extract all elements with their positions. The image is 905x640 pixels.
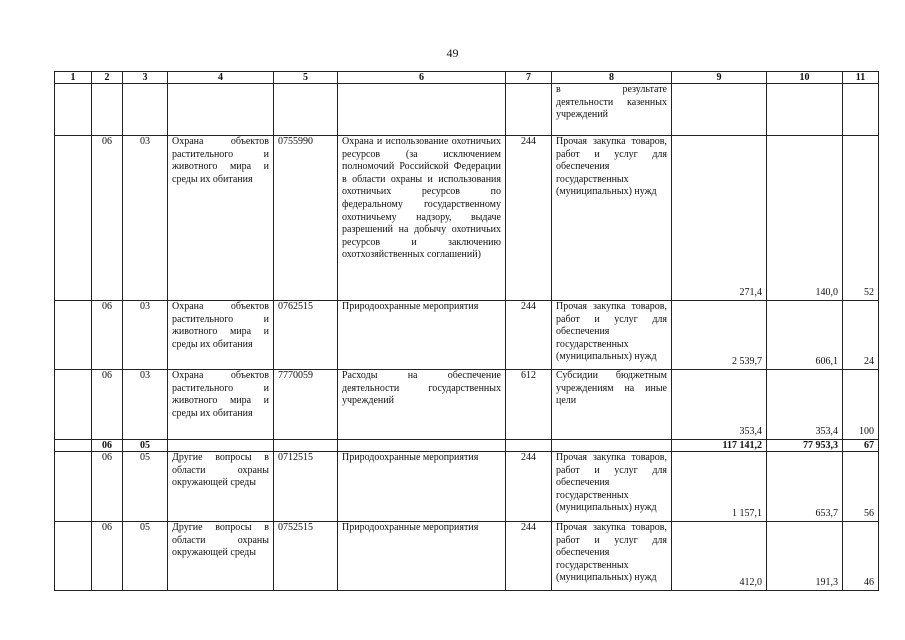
cell-subsection: 05 (123, 440, 168, 452)
cell-section: 06 (92, 301, 123, 370)
budget-table (54, 71, 879, 591)
table-row (55, 136, 879, 301)
page-number: 49 (446, 46, 459, 60)
cell-planned: 353,4 (672, 370, 767, 440)
cell-col1 (55, 440, 92, 452)
cell-subsection: 03 (123, 301, 168, 370)
cell-subsection-name: Другие вопросы в области охраны окружающей среды (168, 522, 274, 591)
table-row (55, 301, 879, 370)
cell-col1 (55, 84, 92, 136)
cell-percent: 46 (843, 522, 879, 591)
cell-section: 06 (92, 452, 123, 522)
cell-expense-code: 244 (506, 522, 552, 591)
cell-section (92, 84, 123, 136)
table-row (55, 452, 879, 522)
cell-col1 (55, 452, 92, 522)
cell-subsection: 03 (123, 370, 168, 440)
cell-subsection: 05 (123, 522, 168, 591)
col-header-8: 8 (552, 72, 672, 84)
col-header-1: 1 (55, 72, 92, 84)
cell-subsection (123, 84, 168, 136)
cell-planned: 271,4 (672, 136, 767, 301)
col-header-9: 9 (672, 72, 767, 84)
cell-planned: 412,0 (672, 522, 767, 591)
col-header-6: 6 (338, 72, 506, 84)
cell-planned (672, 84, 767, 136)
cell-executed: 353,4 (767, 370, 843, 440)
table-row (55, 84, 879, 136)
cell-planned: 117 141,2 (672, 440, 767, 452)
col-header-2: 2 (92, 72, 123, 84)
cell-target-name: Охрана и использование охотничьих ресурсов (за исключением полномочий Российской Федерации в области охраны и использования охотничьих ресурсов по федеральному государственному охотничьему надзору, выдаче разрешений на добычу охотничьих ресурсов и заключению охотхозяйственных соглашений) (338, 136, 506, 301)
cell-target-code: 0762515 (274, 301, 338, 370)
cell-percent: 24 (843, 301, 879, 370)
cell-target-name: Природоохранные мероприятия (338, 301, 506, 370)
cell-executed: 191,3 (767, 522, 843, 591)
cell-target-name (338, 84, 506, 136)
cell-expense-code (506, 440, 552, 452)
cell-col1 (55, 370, 92, 440)
col-header-4: 4 (168, 72, 274, 84)
header-row (55, 72, 879, 84)
table-row (55, 522, 879, 591)
cell-target-code (274, 440, 338, 452)
cell-section: 06 (92, 136, 123, 301)
cell-section: 06 (92, 370, 123, 440)
cell-percent: 56 (843, 452, 879, 522)
cell-target-code (274, 84, 338, 136)
cell-expense-name (552, 440, 672, 452)
cell-subsection-name: Охрана объектов растительного и животного мира и среды их обитания (168, 301, 274, 370)
cell-expense-code: 612 (506, 370, 552, 440)
col-header-11: 11 (843, 72, 879, 84)
cell-target-name (338, 440, 506, 452)
cell-section: 06 (92, 440, 123, 452)
cell-planned: 2 539,7 (672, 301, 767, 370)
cell-target-code: 0712515 (274, 452, 338, 522)
col-header-7: 7 (506, 72, 552, 84)
cell-col1 (55, 522, 92, 591)
cell-subsection-name (168, 84, 274, 136)
cell-target-code: 0755990 (274, 136, 338, 301)
cell-target-name: Природоохранные мероприятия (338, 522, 506, 591)
cell-subsection-name (168, 440, 274, 452)
cell-col1 (55, 136, 92, 301)
cell-target-name: Расходы на обеспечение деятельности государственных учреждений (338, 370, 506, 440)
cell-col1 (55, 301, 92, 370)
cell-percent: 52 (843, 136, 879, 301)
cell-expense-name: Прочая закупка товаров, работ и услуг для обеспечения государственных (муниципальных) нужд (552, 301, 672, 370)
col-header-3: 3 (123, 72, 168, 84)
cell-executed: 653,7 (767, 452, 843, 522)
subtotal-row (55, 440, 879, 452)
cell-section: 06 (92, 522, 123, 591)
cell-target-name: Природоохранные мероприятия (338, 452, 506, 522)
cell-percent: 100 (843, 370, 879, 440)
cell-planned: 1 157,1 (672, 452, 767, 522)
table-row (55, 370, 879, 440)
cell-expense-code: 244 (506, 452, 552, 522)
cell-executed: 77 953,3 (767, 440, 843, 452)
cell-executed: 606,1 (767, 301, 843, 370)
cell-expense-code (506, 84, 552, 136)
cell-executed: 140,0 (767, 136, 843, 301)
cell-expense-name: в результате деятельности казенных учреждений (552, 84, 672, 136)
cell-expense-name: Прочая закупка товаров, работ и услуг для обеспечения государственных (муниципальных) нужд (552, 452, 672, 522)
cell-expense-name: Прочая закупка товаров, работ и услуг для обеспечения государственных (муниципальных) нужд (552, 522, 672, 591)
cell-target-code: 7770059 (274, 370, 338, 440)
cell-executed (767, 84, 843, 136)
cell-subsection-name: Охрана объектов растительного и животного мира и среды их обитания (168, 136, 274, 301)
cell-expense-code: 244 (506, 301, 552, 370)
cell-subsection: 03 (123, 136, 168, 301)
cell-expense-name: Субсидии бюджетным учреждениям на иные цели (552, 370, 672, 440)
cell-percent (843, 84, 879, 136)
col-header-10: 10 (767, 72, 843, 84)
cell-target-code: 0752515 (274, 522, 338, 591)
cell-expense-name: Прочая закупка товаров, работ и услуг для обеспечения государственных (муниципальных) нужд (552, 136, 672, 301)
col-header-5: 5 (274, 72, 338, 84)
cell-expense-code: 244 (506, 136, 552, 301)
cell-subsection-name: Другие вопросы в области охраны окружающей среды (168, 452, 274, 522)
cell-subsection-name: Охрана объектов растительного и животного мира и среды их обитания (168, 370, 274, 440)
cell-percent: 67 (843, 440, 879, 452)
cell-subsection: 05 (123, 452, 168, 522)
